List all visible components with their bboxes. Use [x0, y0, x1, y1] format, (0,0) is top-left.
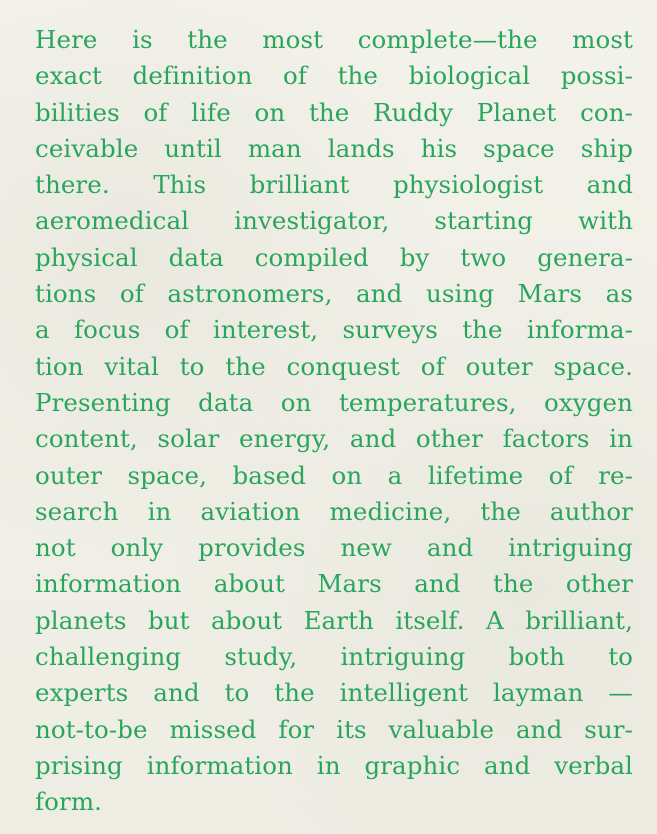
blurb-line: planets but about Earth itself. A brilliant,: [35, 605, 633, 635]
blurb-line: experts and to the intelligent layman —: [35, 678, 633, 708]
blurb-line: a focus of interest, surveys the informa-: [35, 315, 633, 345]
blurb-line: physical data compiled by two genera-: [35, 242, 633, 272]
blurb-line: outer space, based on a lifetime of re-: [35, 460, 633, 490]
blurb-line: not only provides new and intriguing: [35, 533, 633, 563]
blurb-line: form.: [35, 787, 103, 817]
blurb-line: exact definition of the biological possi-: [35, 61, 633, 91]
jacket-blurb: [35, 22, 633, 821]
blurb-line: tion vital to the conquest of outer space.: [35, 351, 633, 381]
blurb-line: challenging study, intriguing both to: [35, 642, 633, 672]
blurb-line: search in aviation medicine, the author: [35, 496, 633, 526]
blurb-line: Presenting data on temperatures, oxygen: [35, 387, 633, 417]
blurb-line: tions of astronomers, and using Mars as: [35, 279, 633, 309]
blurb-line: Here is the most complete—the most: [35, 25, 633, 54]
blurb-line: content, solar energy, and other factors in: [35, 424, 633, 454]
blurb-line: information about Mars and the other: [35, 569, 633, 599]
blurb-line: there. This brilliant physiologist and: [35, 170, 633, 200]
blurb-line: not-to-be missed for its valuable and sur-: [35, 714, 633, 744]
blurb-line: bilities of life on the Ruddy Planet con-: [35, 97, 633, 127]
blurb-line: ceivable until man lands his space ship: [35, 133, 633, 163]
blurb-line: prising information in graphic and verbal: [35, 750, 633, 780]
blurb-line: aeromedical investigator, starting with: [35, 206, 633, 236]
